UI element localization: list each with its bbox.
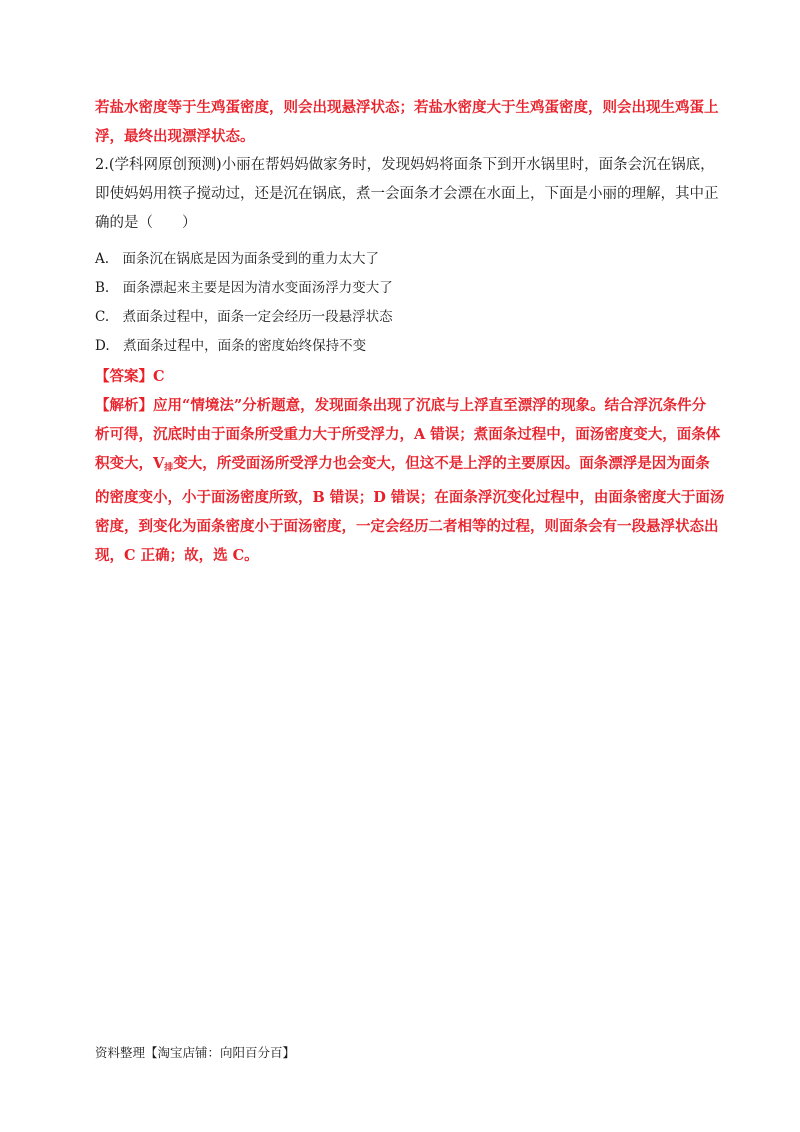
analysis-line-1: [95, 391, 710, 420]
option-c: C. 煮面条过程中，面条一定会经历一段悬浮状态: [95, 309, 393, 325]
intro-explanation: [95, 93, 719, 151]
footer-note: 资料整理【淘宝店铺：向阳百分百】: [95, 1045, 296, 1060]
analysis-section: [95, 391, 725, 570]
analysis-text-1: 应用“情境法”分析题意，发现面条出现了沉底与上浮直至漂浮的现象。结合浮沉条件分: [153, 397, 707, 414]
question-options: [95, 245, 710, 361]
question-line-3: 确的是（ ）: [95, 215, 197, 231]
analysis-text-3b: 变大，所受面汤所受浮力也会变大，但这不是上浮的主要原因。面条漂浮是因为面条: [173, 455, 710, 472]
intro-line-2: 浮，最终出现漂浮状态。: [95, 128, 255, 145]
answer-section: [95, 362, 710, 391]
question-line-1: 2.(学科网原创预测)小丽在帮妈妈做家务时，发现妈妈将面条下到开水锅里时，面条会沉在锅底，: [95, 157, 715, 173]
analysis-label: 【解析】: [95, 397, 153, 414]
option-a: A. 面条沉在锅底是因为面条受到的重力太大了: [95, 251, 380, 267]
analysis-line-4: 的密度变小，小于面汤密度所致，B 错误；D 错误；在面条浮沉变化过程中，由面条密度大于面汤: [95, 489, 725, 506]
analysis-line-5: 密度，到变化为面条密度小于面汤密度，一定会经历二者相等的过程，则面条会有一段悬浮状态出: [95, 518, 719, 535]
analysis-line-2: 析可得，沉底时由于面条所受重力大于所受浮力，A 错误；煮面条过程中，面汤密度变大，面条体: [95, 426, 721, 443]
analysis-text-3a: 积变大，V: [95, 455, 165, 472]
answer-label: 【答案】: [95, 368, 153, 385]
analysis-subscript: 排: [164, 463, 174, 473]
analysis-line-6: 现，C 正确；故，选 C。: [95, 547, 259, 564]
option-b: B. 面条漂起来主要是因为清水变面汤浮力变大了: [95, 280, 393, 296]
answer-line: [95, 362, 710, 391]
analysis-line-3: [95, 449, 710, 483]
option-d: D. 煮面条过程中，面条的密度始终保持不变: [95, 338, 367, 354]
answer-value: C: [153, 368, 165, 385]
question-line-2: 即使妈妈用筷子搅动过，还是沉在锅底，煮一会面条才会漂在水面上，下面是小丽的理解，其中正: [95, 186, 719, 202]
question-stem: [95, 151, 719, 238]
intro-line-1: 若盐水密度等于生鸡蛋密度，则会出现悬浮状态；若盐水密度大于生鸡蛋密度，则会出现生鸡蛋上: [95, 99, 719, 116]
